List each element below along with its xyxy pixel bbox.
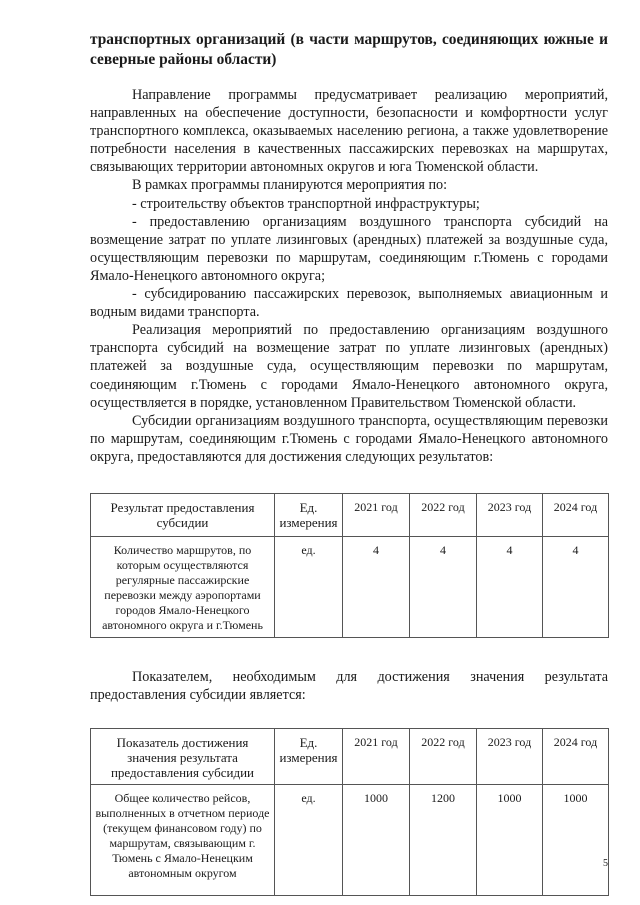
table-cell: 1000 <box>343 785 410 896</box>
table-cell: 4 <box>543 536 609 637</box>
table-header-cell: 2024 год <box>543 729 609 785</box>
paragraph-program-direction: Направление программы предусматривает реализацию мероприятий, направленных на обеспечение доступности, безопасности и комфортности услуг транспортного комплекса, оказываемых населению региона, а также удовлетворение потребности населения в качественных пассажирских перевозках на маршрутах, связывающих территории автономных округов и юга Тюменской области. <box>90 87 608 176</box>
table-header-cell: 2021 год <box>343 729 410 785</box>
table-cell: Количество маршрутов, по которым осуществляются регулярные пассажирские перевозки между аэропортами городов Ямало-Ненецкого автономного округа и г.Тюмень <box>91 536 275 637</box>
table-cell: 1000 <box>543 785 609 896</box>
table-row <box>91 536 609 637</box>
table-cell: 1200 <box>410 785 477 896</box>
table-header-cell: Ед. измерения <box>275 729 343 785</box>
table-cell: ед. <box>275 536 343 637</box>
table-header-cell: 2021 год <box>343 493 410 536</box>
list-item-infrastructure: - строительству объектов транспортной инфраструктуры; <box>132 195 480 212</box>
indicator-table <box>90 728 609 896</box>
paragraph-indicator: Показателем, необходимым для достижения значения результата предоставления субсидии является: <box>90 668 608 704</box>
table-cell: 1000 <box>477 785 543 896</box>
paragraph-implementation: Реализация мероприятий по предоставлению организациям воздушного транспорта субсидий на возмещение затрат по уплате лизинговых (арендных) платежей за воздушные суда, осуществляющим перевозки по маршрутам, соединяющим г.Тюмень с городами Ямало-Ненецкого автономного округа, осуществляется в порядке, установленном Правительством Тюменской области. <box>90 322 608 411</box>
table-cell: 4 <box>343 536 410 637</box>
section-heading: транспортных организаций (в части маршрутов, соединяющих южные и северные районы области) <box>90 31 608 68</box>
table-header-cell: 2022 год <box>410 729 477 785</box>
table-cell: 4 <box>477 536 543 637</box>
table-header-cell: 2023 год <box>477 493 543 536</box>
table-header-cell: 2022 год <box>410 493 477 536</box>
table-header-cell: 2024 год <box>543 493 609 536</box>
table-cell: ед. <box>275 785 343 896</box>
table-header-row <box>91 729 609 785</box>
table-header-cell: Показатель достижения значения результата предоставления субсидии <box>91 729 275 785</box>
table-cell: Общее количество рейсов, выполненных в отчетном периоде (текущем финансовом году) по маршрутам, связывающим г. Тюмень с Ямало-Ненецким автономным округом <box>91 785 275 896</box>
table-row <box>91 785 609 896</box>
table-header-cell: Ед. измерения <box>275 493 343 536</box>
paragraph-subsidy-results: Субсидии организациям воздушного транспорта, осуществляющим перевозки по маршрутам, соединяющим г.Тюмень с городами Ямало-Ненецкого автономного округа, предоставляются для достижения следующих результатов: <box>90 412 608 465</box>
document-page <box>90 30 608 896</box>
paragraph-planned-measures: В рамках программы планируются мероприятия по: <box>132 177 448 194</box>
list-item-passenger-subsidies: - субсидированию пассажирских перевозок, выполняемых авиационным и водным видами транспорта. <box>90 286 608 321</box>
results-table <box>90 493 609 638</box>
table-header-cell: Результат предоставления субсидии <box>91 493 275 536</box>
table-header-cell: 2023 год <box>477 729 543 785</box>
table-cell: 4 <box>410 536 477 637</box>
table-header-row <box>91 493 609 536</box>
page-number: 5 <box>603 858 608 869</box>
list-item-air-subsidies: - предоставлению организациям воздушного транспорта субсидий на возмещение затрат по уплате лизинговых (арендных) платежей за воздушные суда, осуществляющим перевозки по маршрутам, соединяющим г.Тюмень с городами Ямало-Ненецкого автономного округа; <box>90 213 608 284</box>
